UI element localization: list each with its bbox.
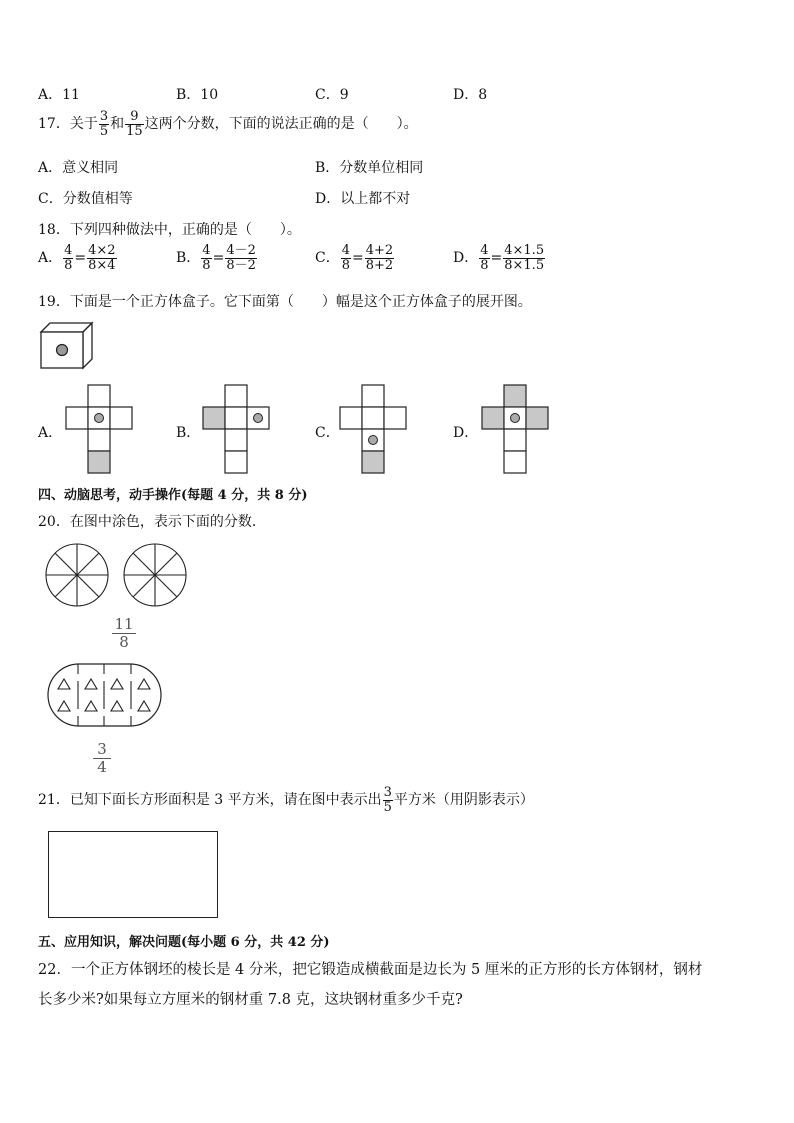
q21-stem bbox=[38, 786, 534, 814]
q20-f2-denominator: 4 bbox=[97, 757, 107, 776]
net-d bbox=[481, 384, 549, 474]
q16-option-a: A．11 bbox=[38, 87, 80, 103]
q18-c-left-fraction bbox=[341, 244, 351, 272]
stadium-triangles-figure bbox=[47, 663, 163, 727]
q18-a-eq: = bbox=[74, 250, 87, 267]
section-4-heading: 四、动脑思考，动手操作(每题 4 分，共 8 分) bbox=[38, 488, 308, 503]
q21-fraction bbox=[383, 786, 393, 814]
cube-figure bbox=[40, 322, 94, 370]
q18-b-label: B． bbox=[176, 250, 201, 267]
q18-option-b bbox=[176, 244, 258, 272]
q20-stem: 20．在图中涂色，表示下面的分数． bbox=[38, 514, 266, 530]
q18-c-left-num: 4 bbox=[341, 243, 350, 258]
q19-label-d: D． bbox=[453, 425, 479, 441]
q17-prefix: 17．关于 bbox=[38, 116, 98, 133]
q18-b-left-num: 4 bbox=[202, 243, 211, 258]
q18-d-right-den: 8×1.5 bbox=[504, 257, 545, 273]
q17-fraction-2 bbox=[125, 110, 144, 138]
q18-c-label: C． bbox=[315, 250, 340, 267]
q18-c-eq: = bbox=[352, 250, 364, 267]
q18-d-left-den: 8 bbox=[480, 257, 489, 273]
q16-option-d: D．8 bbox=[453, 87, 488, 103]
q17-f1-numerator: 3 bbox=[99, 109, 109, 124]
q18-b-right-den: 8－2 bbox=[226, 257, 256, 273]
q18-a-right-den: 8×4 bbox=[88, 257, 116, 273]
q21-suffix: 平方米（用阴影表示） bbox=[393, 792, 534, 809]
q18-a-left-den: 8 bbox=[64, 257, 73, 273]
q17-suffix: 这两个分数，下面的说法正确的是（ ）。 bbox=[144, 116, 418, 133]
q16-option-b: B．10 bbox=[176, 87, 219, 103]
q18-a-left-num: 4 bbox=[64, 243, 73, 258]
q18-d-left-num: 4 bbox=[480, 243, 489, 258]
q19-label-b: B． bbox=[176, 425, 201, 441]
q17-option-d: D．以上都不对 bbox=[315, 191, 411, 207]
q19-stem: 19．下面是一个正方体盒子。它下面第（ ）幅是这个正方体盒子的展开图。 bbox=[38, 294, 532, 310]
q18-b-right-num: 4－2 bbox=[226, 243, 256, 258]
q17-f2-numerator: 9 bbox=[125, 110, 144, 125]
q18-stem: 18．下列四种做法中，正确的是（ ）。 bbox=[38, 222, 301, 238]
q17-option-c: C．分数值相等 bbox=[38, 191, 133, 207]
q16-option-c: C．9 bbox=[315, 87, 349, 103]
q18-a-label: A． bbox=[38, 250, 63, 267]
q18-b-right-fraction bbox=[225, 244, 257, 272]
q21-rectangle bbox=[48, 831, 218, 918]
q18-a-right-fraction bbox=[87, 244, 116, 272]
q17-option-b: B．分数单位相同 bbox=[315, 160, 424, 176]
q18-c-left-den: 8 bbox=[341, 257, 350, 273]
q20-f2-numerator: 3 bbox=[93, 741, 111, 759]
q18-b-left-den: 8 bbox=[202, 257, 211, 273]
q18-c-right-num: 4+2 bbox=[365, 243, 394, 258]
circles-figure bbox=[45, 543, 201, 609]
q21-numerator: 3 bbox=[383, 785, 392, 800]
q20-f1-denominator: 8 bbox=[119, 632, 129, 651]
q18-d-right-fraction bbox=[503, 244, 545, 272]
q22-line-1: 22．一个正方体钢坯的棱长是 4 分米，把它锻造成横截面是边长为 5 厘米的正方形的长方体钢材，钢材 bbox=[38, 962, 703, 978]
q18-b-left-fraction bbox=[201, 244, 211, 272]
q17-stem bbox=[38, 110, 418, 138]
q18-option-a bbox=[38, 244, 118, 272]
net-b bbox=[202, 384, 270, 474]
q17-f1-denominator: 5 bbox=[99, 123, 109, 139]
q17-f2-denominator: 15 bbox=[126, 123, 143, 139]
q19-label-a: A． bbox=[38, 425, 63, 441]
q17-option-a: A．意义相同 bbox=[38, 160, 119, 176]
q18-option-c bbox=[315, 244, 395, 272]
q18-c-right-fraction bbox=[365, 244, 394, 272]
q18-d-right-num: 4×1.5 bbox=[504, 243, 545, 258]
q21-denominator: 5 bbox=[383, 799, 392, 815]
q18-d-eq: = bbox=[490, 250, 503, 267]
q22-line-2: 长多少米?如果每立方厘米的钢材重 7.8 克，这块钢材重多少千克? bbox=[38, 992, 463, 1008]
q18-option-d bbox=[453, 244, 546, 272]
q18-b-eq: = bbox=[212, 250, 225, 267]
net-c bbox=[339, 384, 407, 474]
q18-c-right-den: 8+2 bbox=[365, 257, 394, 273]
q20-fraction-2 bbox=[93, 741, 111, 775]
q21-prefix: 21．已知下面长方形面积是 3 平方米，请在图中表示出 bbox=[38, 792, 382, 809]
section-5-heading: 五、应用知识，解决问题(每小题 6 分，共 42 分) bbox=[38, 935, 330, 950]
q18-d-left-fraction bbox=[479, 244, 489, 272]
q17-fraction-1 bbox=[99, 110, 109, 138]
q19-label-c: C． bbox=[315, 425, 340, 441]
net-a bbox=[65, 384, 133, 474]
q20-fraction-1 bbox=[112, 616, 136, 650]
q18-a-left-fraction bbox=[63, 244, 73, 272]
q18-a-right-num: 4×2 bbox=[88, 243, 116, 258]
q20-f1-numerator: 11 bbox=[112, 616, 136, 634]
q18-d-label: D． bbox=[453, 250, 479, 267]
q17-mid: 和 bbox=[110, 116, 125, 133]
